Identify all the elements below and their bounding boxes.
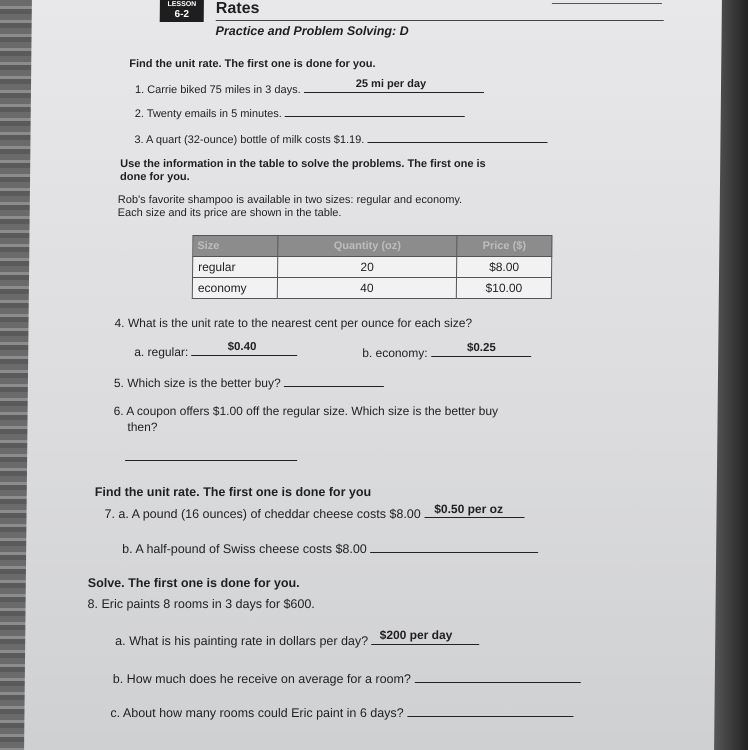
lesson-label: LESSON [167, 1, 197, 8]
table-header-quantity: Quantity (oz) [278, 236, 457, 257]
question-8a [115, 628, 480, 648]
section3-instruction: Find the unit rate. The first one is done for you [94, 485, 372, 499]
question-4a [134, 343, 298, 359]
question-5-answer-line[interactable] [284, 374, 384, 387]
question-4a-answer-line[interactable] [192, 343, 298, 356]
question-4a-label: a. regular: [134, 345, 189, 359]
question-4: 4. What is the unit rate to the nearest cent per ounce for each size? [114, 316, 473, 330]
question-1 [135, 80, 484, 96]
table-row [193, 257, 552, 278]
question-7a-answer: $0.50 per oz [434, 502, 504, 516]
page-subtitle: Practice and Problem Solving: D [215, 24, 409, 38]
question-8a-answer-line[interactable] [372, 628, 480, 645]
question-5 [114, 374, 384, 390]
question-5-text: 5. Which size is the better buy? [113, 376, 281, 390]
question-8a-answer: $200 per day [379, 628, 453, 642]
question-6-line1: 6. A coupon offers $1.00 off the regular size. Which size is the better buy [113, 404, 499, 418]
section1-instruction: Find the unit rate. The first one is done for you. [129, 58, 376, 70]
question-8: 8. Eric paints 8 rooms in 3 days for $600. [87, 597, 315, 611]
shampoo-intro-line1: Rob's favorite shampoo is available in two sizes: regular and economy. [117, 194, 463, 206]
question-8b [113, 670, 581, 686]
table-cell-size: economy [192, 278, 277, 299]
section2-instruction-line2: done for you. [120, 171, 190, 183]
top-name-line [552, 3, 662, 4]
table-cell-quantity: 40 [277, 278, 456, 299]
question-2 [135, 104, 465, 120]
question-8c [110, 704, 573, 720]
question-4a-answer: $0.40 [227, 341, 257, 353]
question-4b-answer-line[interactable] [431, 344, 531, 357]
question-8c-text: c. About how many rooms could Eric paint in 6 days? [110, 706, 404, 720]
question-7a-text: 7. a. A pound (16 ounces) of cheddar cheese costs $8.00 [104, 507, 421, 521]
question-7b-answer-line[interactable] [370, 540, 538, 553]
question-4b [362, 344, 531, 360]
worksheet-page [24, 0, 722, 750]
table-cell-size: regular [193, 257, 278, 278]
lesson-number: 6-2 [174, 9, 190, 20]
question-7b [122, 540, 538, 556]
question-6-answer-line[interactable] [125, 460, 297, 461]
shampoo-intro-line2: Each size and its price are shown in the table. [117, 207, 342, 219]
question-2-text: 2. Twenty emails in 5 minutes. [134, 108, 282, 120]
question-3-text: 3. A quart (32-ounce) bottle of milk costs $1.19. [134, 134, 365, 146]
question-1-answer: 25 mi per day [355, 78, 427, 90]
table-header-price: Price ($) [457, 236, 552, 257]
table-header-row [193, 236, 552, 257]
question-3-answer-line[interactable] [367, 130, 547, 143]
table-cell-quantity: 20 [278, 257, 457, 278]
question-7a-answer-line[interactable] [424, 502, 524, 518]
table-header-size: Size [193, 236, 278, 257]
page-title: Rates [215, 0, 260, 17]
question-2-answer-line[interactable] [285, 104, 465, 117]
question-8a-text: a. What is his painting rate in dollars per day? [115, 634, 369, 648]
question-4b-answer: $0.25 [466, 342, 496, 354]
question-6-line2: then? [127, 420, 158, 434]
question-8c-answer-line[interactable] [407, 704, 573, 717]
question-3 [134, 130, 547, 146]
table-row [192, 278, 551, 299]
question-1-answer-line[interactable] [304, 80, 484, 93]
question-1-text: 1. Carrie biked 75 miles in 3 days. [134, 84, 301, 96]
question-8b-text: b. How much does he receive on average for a room? [112, 672, 411, 686]
shampoo-table [192, 235, 553, 299]
table-cell-price: $10.00 [456, 278, 551, 299]
section2-instruction-line1: Use the information in the table to solve the problems. The first one is [120, 158, 486, 170]
question-7a [104, 502, 524, 521]
table-cell-price: $8.00 [457, 257, 552, 278]
question-8b-answer-line[interactable] [414, 670, 580, 683]
lesson-badge [160, 0, 204, 22]
question-4b-label: b. economy: [362, 346, 428, 360]
section4-instruction: Solve. The first one is done for you. [87, 576, 300, 590]
question-7b-text: b. A half-pound of Swiss cheese costs $8.00 [122, 542, 367, 556]
title-rule [216, 20, 664, 21]
